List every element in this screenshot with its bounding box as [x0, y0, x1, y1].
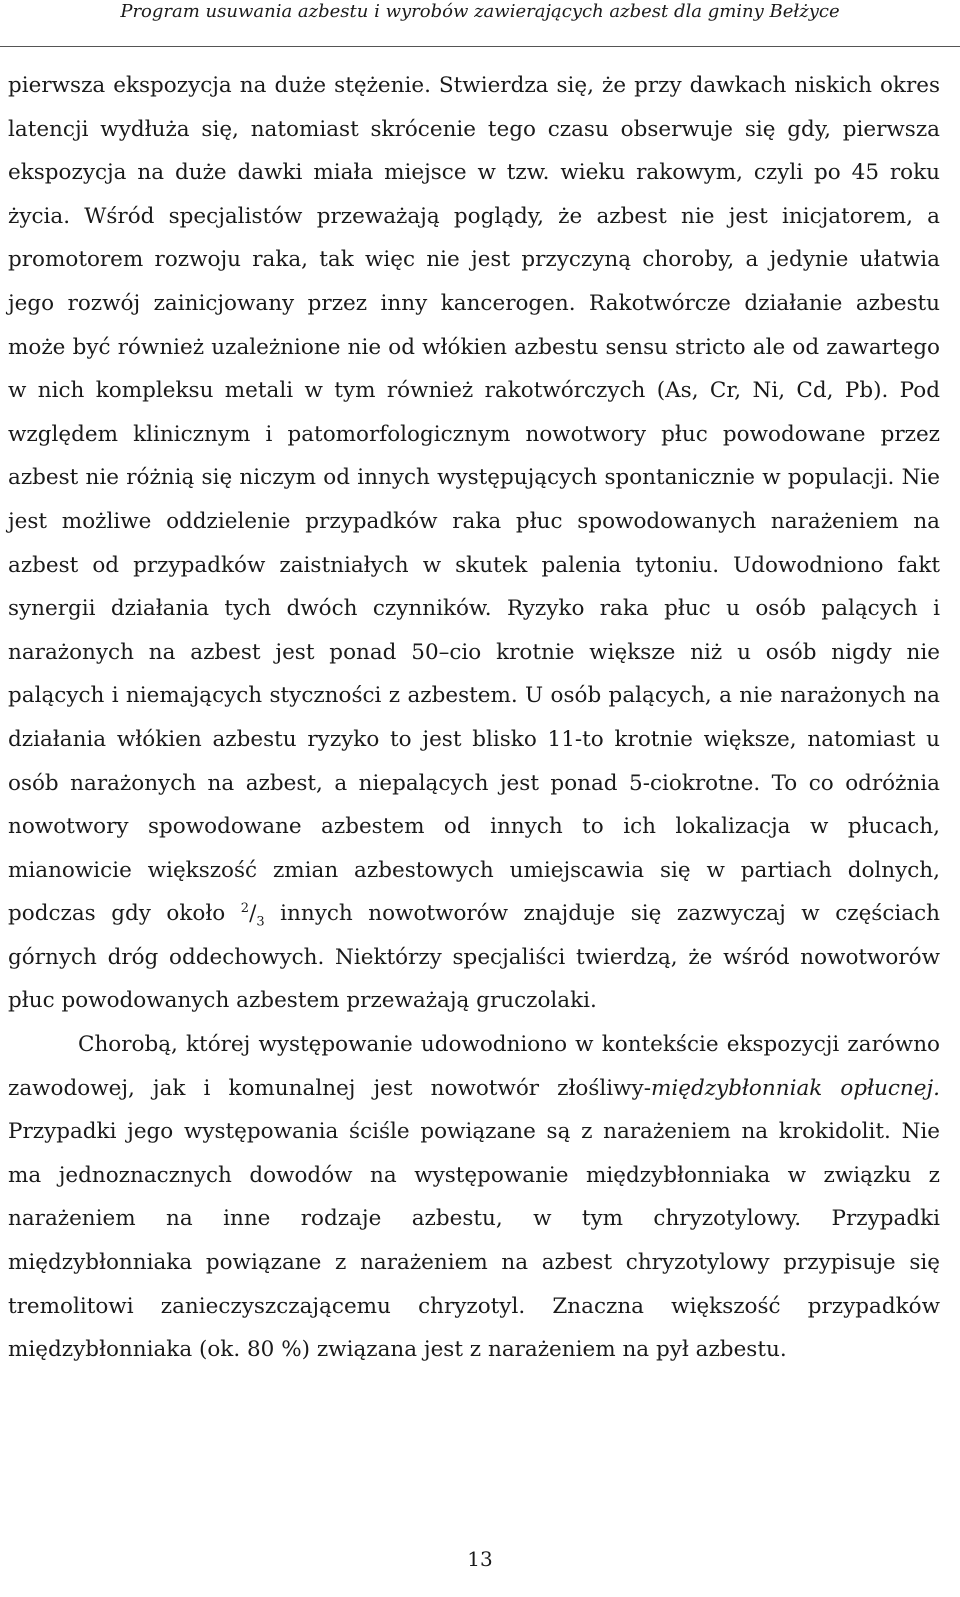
- document-body: [8, 64, 940, 1372]
- fraction-separator: /: [249, 901, 257, 927]
- page-number: 13: [467, 1547, 493, 1571]
- mesothelioma-term: międzybłonniak opłucnej.: [650, 1075, 940, 1101]
- fraction-denominator: 3: [256, 914, 265, 930]
- paragraph-latency-text-a: pierwsza ekspozycja na duże stężenie. Stwierdza się, że przy dawkach niskich okres latencji wydłuża się, natomiast skrócenie tego czasu obserwuje się gdy, pierwsza ekspozycja na duże dawki miała miejsce w tzw. wieku rakowym, czyli po 45 roku życia. Wśród specjalistów przeważają poglądy, że azbest nie jest inicjatorem, a promotorem rozwoju raka, tak więc nie jest przyczyną choroby, a jedynie ułatwia jego rozwój zainicjowany przez inny kancerogen. Rakotwórcze działanie azbestu może być również uzależnione nie od włókien azbestu sensu stricto ale od zawartego w nich kompleksu metali w tym również rakotwórczych (As, Cr, Ni, Cd, Pb). Pod względem klinicznym i patomorfologicznym nowotwory płuc powodowane przez azbest nie różnią się niczym od innych występujących spontanicznie w populacji. Nie jest możliwe oddzielenie przypadków raka płuc spowodowanych narażeniem na azbest od przypadków zaistniałych w skutek palenia tytoniu. Udowodniono fakt synergii działania tych dwóch czynników. Ryzyko raka płuc u osób palących i narażonych na azbest jest ponad 50–cio krotnie większe niż u osób nigdy nie palących i niemających styczności z azbestem. U osób palących, a nie narażonych na działania włókien azbestu ryzyko to jest blisko 11-to krotnie większe, natomiast u osób narażonych na azbest, a niepalących jest ponad 5-ciokrotne. To co odróżnia nowotwory spowodowane azbestem od innych to ich lokalizacja w płucach, mianowicie większość zmian azbestowych umiejscawia się w partiach dolnych, podczas gdy około: [8, 73, 940, 927]
- header-title: Program usuwania azbestu i wyrobów zawierających azbest dla gminy Bełżyce: [120, 1, 840, 22]
- paragraph-mesothelioma-text-b: Przypadki jego występowania ściśle powiązane są z narażeniem na krokidolit. Nie ma jednoznacznych dowodów na występowanie międzybłonniaka w związku z narażeniem na inne rodzaje azbestu, w tym chryzotylowy. Przypadki międzybłonniaka powiązane z narażeniem na azbest chryzotylowy przypisuje się tremolitowi zanieczyszczającemu chryzotyl. Znaczna większość przypadków międzybłonniaka (ok. 80 %) związana jest z narażeniem na pył azbestu.: [8, 1119, 940, 1363]
- paragraph-latency-text-b: innych nowotworów znajduje się zazwyczaj w częściach górnych dróg oddechowych. Niektórzy specjaliści twierdzą, że wśród nowotworów płuc powodowanych azbestem przeważają gruczolaki.: [8, 901, 940, 1014]
- running-header: [0, 0, 960, 47]
- paragraph-mesothelioma: [8, 1023, 940, 1372]
- paragraph-mesothelioma-text-a: Chorobą, której występowanie udowodniono w kontekście ekspozycji zarówno zawodowej, jak i komunalnej jest nowotwór złośliwy-: [8, 1032, 940, 1101]
- paragraph-latency: [8, 64, 940, 1023]
- fraction-numerator: 2: [240, 901, 250, 917]
